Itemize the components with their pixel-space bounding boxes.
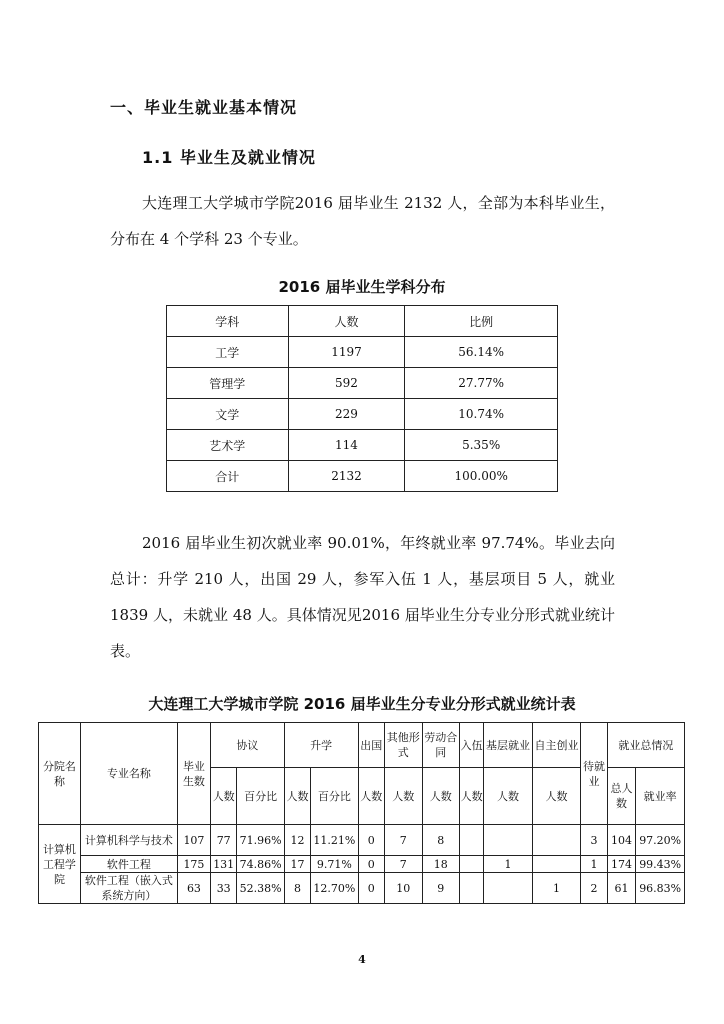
- table-cell: 100.00%: [405, 461, 558, 492]
- subheader-count: 人数: [422, 768, 459, 825]
- header-labor-contract: 劳动合同: [422, 723, 459, 768]
- table-cell: [532, 825, 581, 856]
- header-cell: 学科: [167, 306, 289, 337]
- table-cell: 97.20%: [636, 825, 685, 856]
- table-cell: 175: [177, 856, 210, 873]
- sub-heading: 1.1 毕业生及就业情况: [142, 148, 316, 167]
- subheader-count: 人数: [484, 768, 533, 825]
- table-cell: 1: [581, 856, 607, 873]
- table-cell: [532, 856, 581, 873]
- intro-paragraph: 大连理工大学城市学院2016 届毕业生 2132 人，全部为本科毕业生，分布在 4 个学科 23 个专业。: [110, 194, 615, 248]
- table-cell: 1197: [288, 337, 405, 368]
- discipline-table: [166, 305, 558, 492]
- table-cell: 71.96%: [237, 825, 284, 856]
- table-cell: 592: [288, 368, 405, 399]
- table-row: [167, 368, 558, 399]
- table-cell: [459, 825, 483, 856]
- table-row: [39, 856, 685, 873]
- table-cell: 18: [422, 856, 459, 873]
- table-cell: 7: [385, 856, 422, 873]
- college-name-cell: 计算机工程学院: [39, 825, 81, 904]
- table-cell: 艺术学: [167, 430, 289, 461]
- subheader-count: 人数: [532, 768, 581, 825]
- table-cell: 工学: [167, 337, 289, 368]
- table-cell: 10.74%: [405, 399, 558, 430]
- table-cell: 99.43%: [636, 856, 685, 873]
- table-cell: [459, 873, 483, 904]
- table-cell: 131: [210, 856, 236, 873]
- header-cell: 比例: [405, 306, 558, 337]
- header-total: 就业总情况: [607, 723, 684, 768]
- header-college: 分院名称: [39, 723, 81, 825]
- table-cell: 17: [284, 856, 310, 873]
- header-grassroots: 基层就业: [484, 723, 533, 768]
- subheader-count: 人数: [385, 768, 422, 825]
- table-row: [39, 825, 685, 856]
- table-cell: 8: [422, 825, 459, 856]
- subheader-total-count: 总人数: [607, 768, 636, 825]
- table-row: [167, 461, 558, 492]
- header-other: 其他形式: [385, 723, 422, 768]
- table-cell: 33: [210, 873, 236, 904]
- table-cell: 74.86%: [237, 856, 284, 873]
- summary-paragraph: 2016 届毕业生初次就业率 90.01%，年终就业率 97.74%。毕业去向总计：升学 210 人，出国 29 人，参军入伍 1 人，基层项目 5 人，就业 1839 人，未就业 48 人。具体情况见2016 届毕业生分专业分形式就业统计表。: [110, 534, 615, 660]
- table-cell: 12.70%: [311, 873, 358, 904]
- table-cell: 5.35%: [405, 430, 558, 461]
- subheader-employment-rate: 就业率: [636, 768, 685, 825]
- table-cell: 合计: [167, 461, 289, 492]
- table-cell: [484, 825, 533, 856]
- table-cell: 27.77%: [405, 368, 558, 399]
- header-agreement: 协议: [210, 723, 284, 768]
- table-cell: 0: [358, 873, 384, 904]
- table-cell: 12: [284, 825, 310, 856]
- table-cell: 114: [288, 430, 405, 461]
- subheader-count: 人数: [284, 768, 310, 825]
- subheader-percent: 百分比: [237, 768, 284, 825]
- table-cell: 1: [532, 873, 581, 904]
- header-abroad: 出国: [358, 723, 384, 768]
- table-cell: 1: [484, 856, 533, 873]
- table-cell: 174: [607, 856, 636, 873]
- table-cell: 2132: [288, 461, 405, 492]
- table-cell: 10: [385, 873, 422, 904]
- table-cell: 文学: [167, 399, 289, 430]
- table-header-row: [39, 723, 685, 768]
- subheader-count: 人数: [459, 768, 483, 825]
- table-cell: [484, 873, 533, 904]
- table-cell: 63: [177, 873, 210, 904]
- header-graduates: 毕业生数: [177, 723, 210, 825]
- table-cell: 229: [288, 399, 405, 430]
- table-cell: 计算机科学与技术: [80, 825, 177, 856]
- page-number: 4: [358, 953, 366, 966]
- table-cell: 107: [177, 825, 210, 856]
- table-cell: 7: [385, 825, 422, 856]
- table-row: [167, 430, 558, 461]
- employment-table: [38, 722, 685, 904]
- table-row: [167, 399, 558, 430]
- table-cell: 2: [581, 873, 607, 904]
- subheader-count: 人数: [210, 768, 236, 825]
- subheader-percent: 百分比: [311, 768, 358, 825]
- header-pending: 待就业: [581, 723, 607, 825]
- table-cell: 8: [284, 873, 310, 904]
- table1-caption: 2016 届毕业生学科分布: [278, 278, 446, 296]
- table-cell: 软件工程（嵌入式系统方向）: [80, 873, 177, 904]
- subheader-count: 人数: [358, 768, 384, 825]
- table-cell: 管理学: [167, 368, 289, 399]
- table-cell: 11.21%: [311, 825, 358, 856]
- table-row: [167, 337, 558, 368]
- table-cell: 77: [210, 825, 236, 856]
- header-cell: 人数: [288, 306, 405, 337]
- table-cell: 61: [607, 873, 636, 904]
- table-cell: 52.38%: [237, 873, 284, 904]
- table2-caption: 大连理工大学城市学院 2016 届毕业生分专业分形式就业统计表: [148, 695, 576, 713]
- section-heading: 一、毕业生就业基本情况: [110, 98, 298, 117]
- table-row: [39, 873, 685, 904]
- table-cell: 软件工程: [80, 856, 177, 873]
- table-cell: [459, 856, 483, 873]
- table-cell: 0: [358, 825, 384, 856]
- header-further-study: 升学: [284, 723, 358, 768]
- header-self-employed: 自主创业: [532, 723, 581, 768]
- table-cell: 9: [422, 873, 459, 904]
- header-major: 专业名称: [80, 723, 177, 825]
- table-cell: 9.71%: [311, 856, 358, 873]
- table-cell: 96.83%: [636, 873, 685, 904]
- header-enlist: 入伍: [459, 723, 483, 768]
- table-cell: 104: [607, 825, 636, 856]
- table-header-row: [167, 306, 558, 337]
- table-cell: 56.14%: [405, 337, 558, 368]
- table-cell: 0: [358, 856, 384, 873]
- table-cell: 3: [581, 825, 607, 856]
